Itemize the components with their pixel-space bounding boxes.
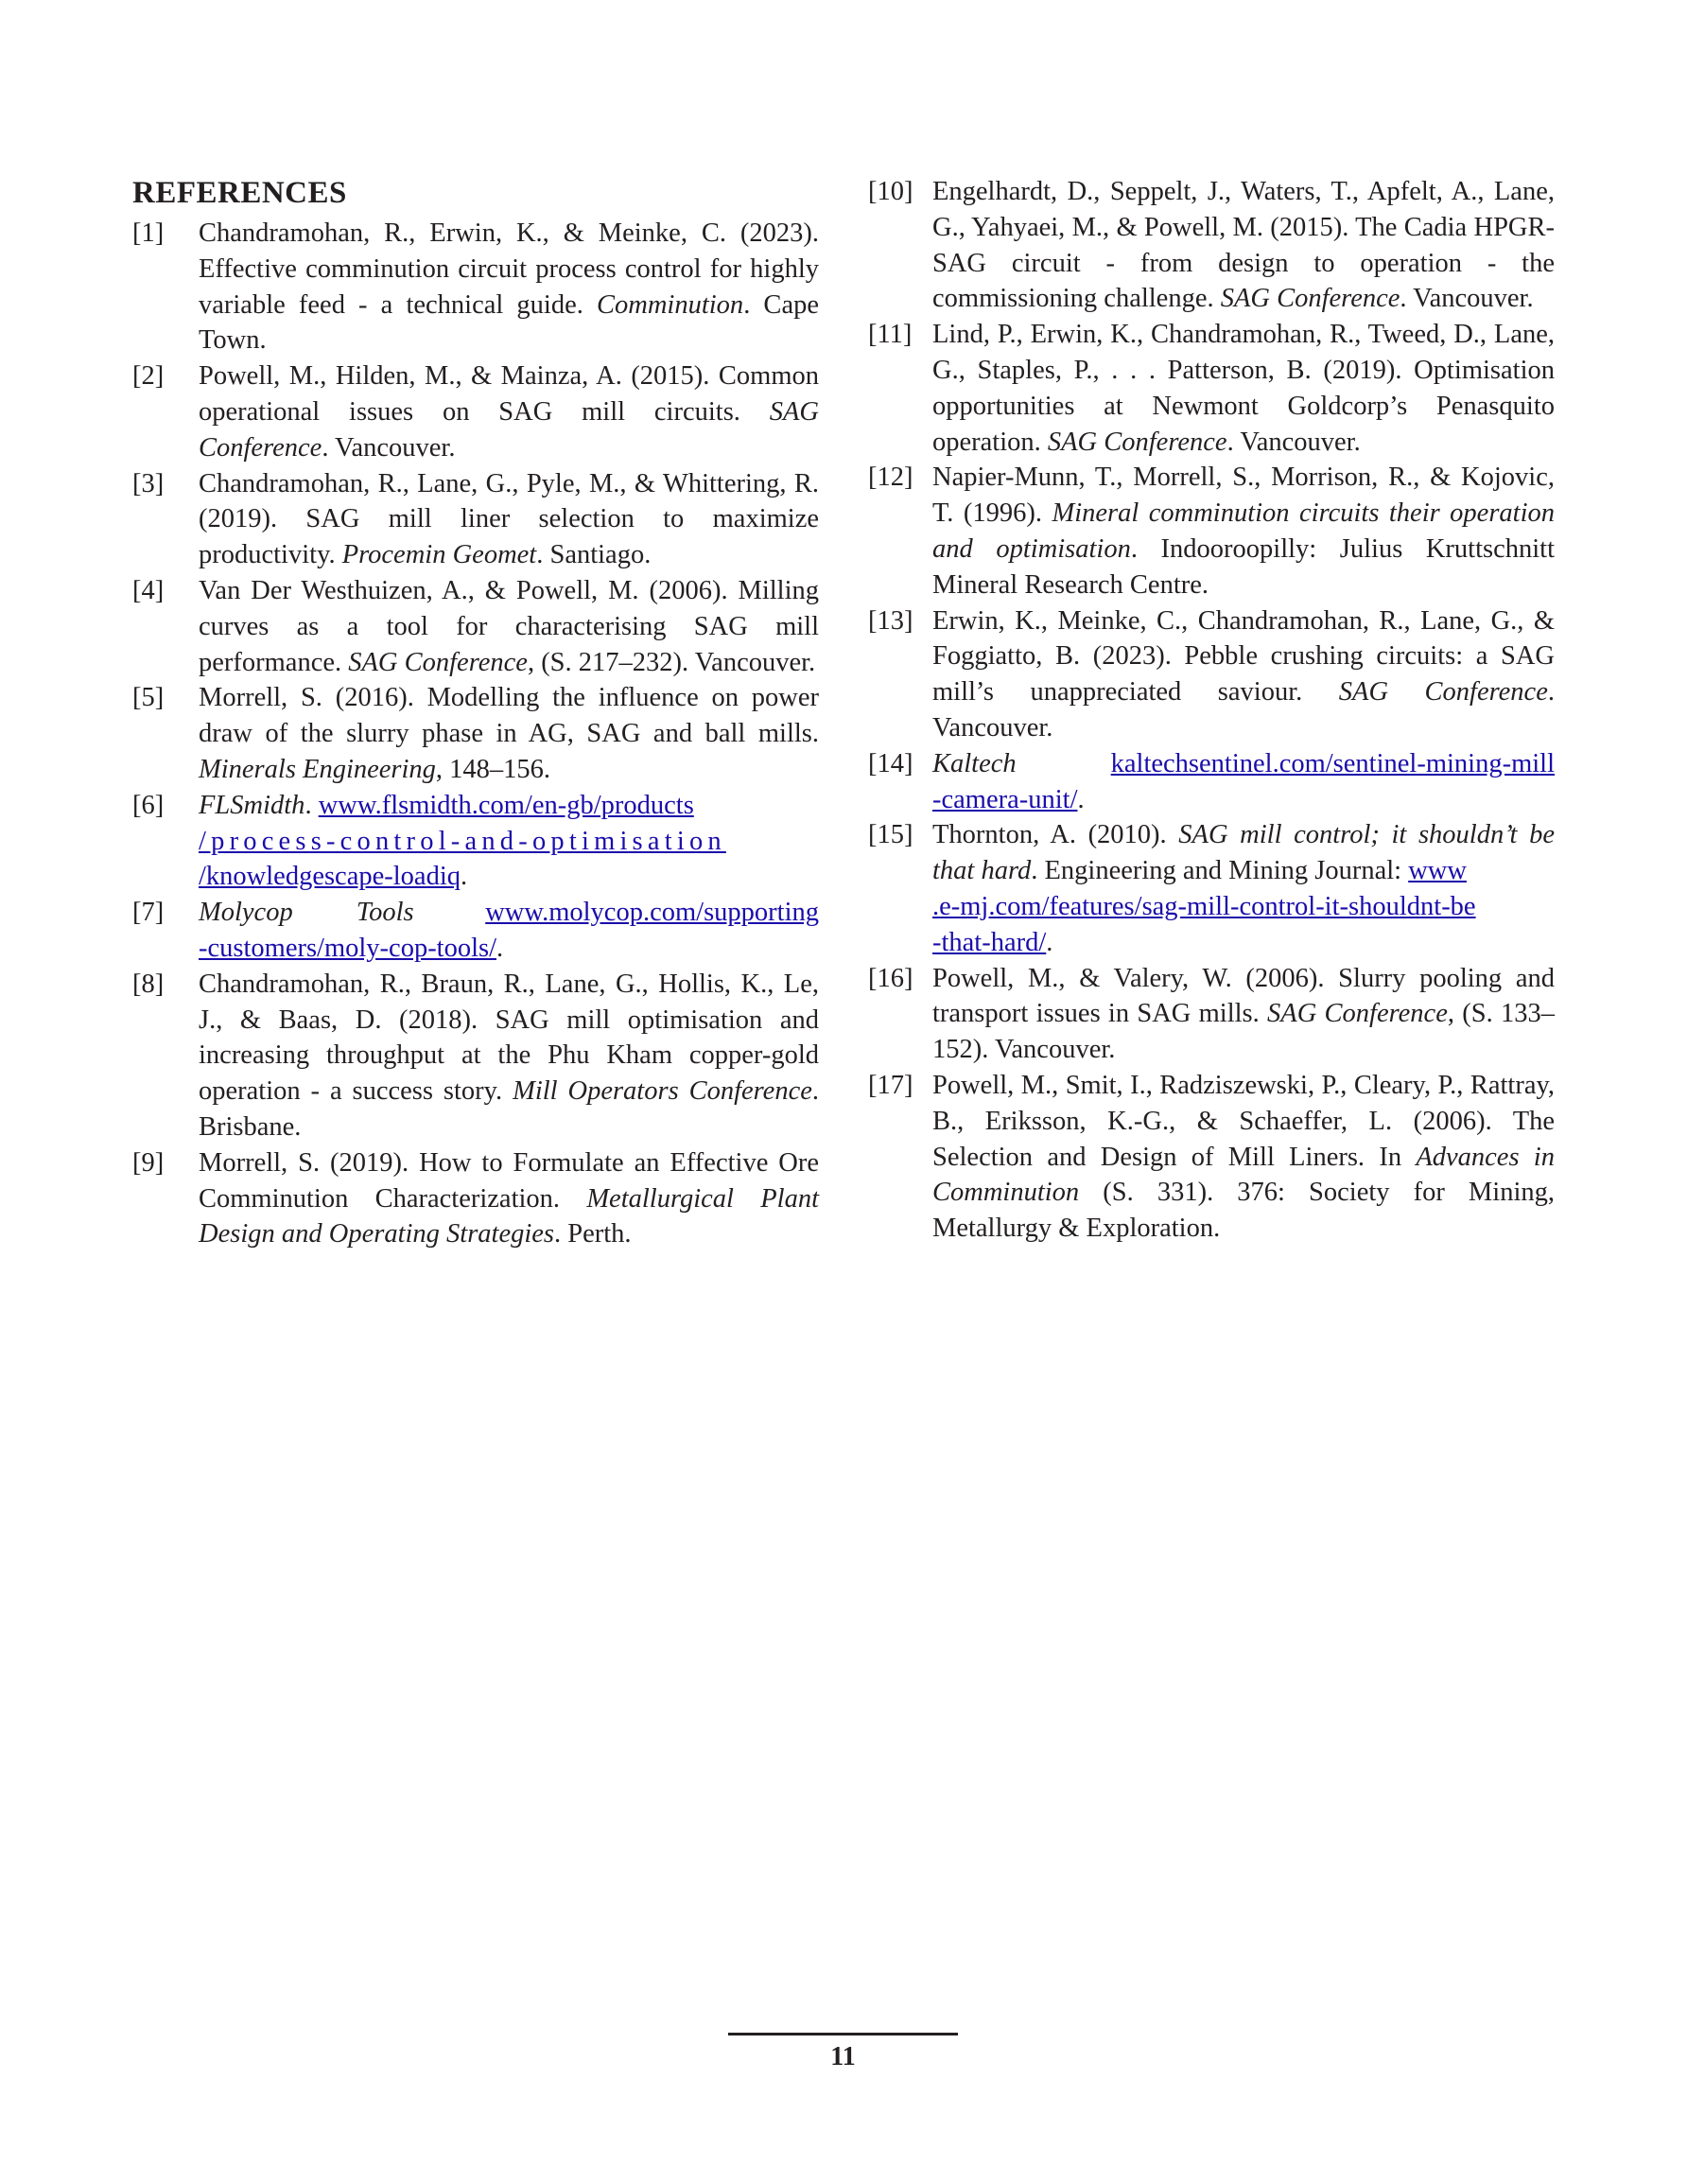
reference-body: Kaltech kaltechsentinel.com/sentinel-mining-mill -camera-unit/. (932, 746, 1555, 818)
reference-venue: Mineral comminution circuits their operation and optimisation (932, 498, 1556, 564)
reference-number: [1] (132, 218, 165, 248)
reference-body: Powell, M., & Valery, W. (2006). Slurry pooling and transport issues in SAG mills. SAG Conference, (S. 133–152). Vancouver. (932, 963, 1555, 1065)
reference-number: [10] (868, 177, 913, 206)
reference-link[interactable]: .e-mj.com/features/sag-mill-control-it-shouldnt-be (932, 891, 1476, 921)
reference-body: Engelhardt, D., Seppelt, J., Waters, T., Apfelt, A., Lane, G., Yahyaei, M., & Powell, M. (2015). The Cadia HPGR-SAG circuit - from design to operation - the commissioning challenge. SAG Conference. Vancouver. (932, 177, 1555, 314)
reference-venue: SAG Conference (1220, 284, 1400, 314)
reference-9 (132, 1145, 819, 1252)
reference-link[interactable]: -camera-unit/ (932, 784, 1078, 814)
reference-8 (132, 967, 819, 1145)
reference-venue: Minerals Engineering (199, 754, 436, 784)
reference-venue: Comminution (597, 289, 744, 320)
reference-2 (132, 358, 819, 465)
reference-body: Powell, M., Smit, I., Radziszewski, P., Cleary, P., Rattray, B., Eriksson, K.-G., & Schaeffer, L. (2006). The Selection and Design of Mill Liners. In Advances in Comminution (S. 331). 376: Society for Mining, Metallurgy & Exploration. (932, 1070, 1555, 1244)
left-column (132, 174, 819, 1252)
reference-body: Chandramohan, R., Lane, G., Pyle, M., & Whittering, R. (2019). SAG mill liner selection to maximize productivity. Procemin Geomet. Santiago. (199, 468, 819, 570)
section-title: REFERENCES (132, 176, 347, 210)
reference-venue: SAG Conference (1338, 677, 1548, 708)
reference-venue: SAG Conference (1267, 999, 1448, 1029)
reference-body: FLSmidth. www.flsmidth.com/en-gb/products /process-control-and-optimisation /knowledgescape-loadiq. (199, 790, 726, 892)
reference-6 (132, 788, 819, 895)
reference-link[interactable]: /process-control-and-optimisation (199, 826, 726, 856)
reference-body: Van Der Westhuizen, A., & Powell, M. (2006). Milling curves as a tool for characterising SAG mill performance. SAG Conference, (S. 217–232). Vancouver. (199, 575, 819, 677)
reference-link[interactable]: www.molycop.com/supporting (485, 898, 819, 928)
reference-10 (868, 174, 1555, 317)
reference-1 (132, 216, 819, 358)
reference-venue: SAG mill control; it shouldn’t be that hard (932, 820, 1555, 886)
reference-number: [8] (132, 969, 165, 999)
reference-number: [16] (868, 963, 913, 993)
reference-14 (868, 746, 1555, 818)
reference-12 (868, 460, 1555, 603)
reference-number: [7] (132, 898, 165, 928)
reference-venue: Advances in Comminution (932, 1142, 1555, 1208)
reference-link[interactable]: www (1408, 856, 1467, 886)
reference-venue: Mill Operators Conference (513, 1076, 812, 1107)
reference-4 (132, 573, 819, 680)
reference-body: Lind, P., Erwin, K., Chandramohan, R., Tweed, D., Lane, G., Staples, P., . . . Patterson, B. (2019). Optimisation opportunities at Newmont Goldcorp’s Penasquito operation. SAG Conference. Vancouver. (932, 320, 1555, 457)
reference-body: Chandramohan, R., Erwin, K., & Meinke, C. (2023). Effective comminution circuit process control for highly variable feed - a technical guide. Comminution. Cape Town. (199, 218, 819, 356)
reference-number: [3] (132, 468, 165, 498)
reference-venue: SAG Conference (348, 647, 528, 677)
reference-body: Molycop Tools www.molycop.com/supporting -customers/moly-cop-tools/. (199, 895, 819, 967)
reference-source: Kaltech (932, 748, 1017, 778)
page-number: 11 (830, 2042, 856, 2071)
reference-11 (868, 317, 1555, 460)
reference-venue: Metallurgical Plant Design and Operating Strategies (199, 1183, 819, 1249)
reference-number: [14] (868, 748, 913, 778)
reference-number: [6] (132, 790, 165, 820)
reference-body: Morrell, S. (2016). Modelling the influence on power draw of the slurry phase in AG, SAG and ball mills. Minerals Engineering, 148–156. (199, 683, 819, 784)
reference-number: [17] (868, 1070, 913, 1100)
right-column (868, 174, 1555, 1247)
reference-body: Powell, M., Hilden, M., & Mainza, A. (2015). Common operational issues on SAG mill circuits. SAG Conference. Vancouver. (199, 361, 819, 463)
reference-number: [11] (868, 320, 913, 350)
reference-number: [5] (132, 683, 165, 713)
reference-number: [13] (868, 605, 913, 636)
reference-venue: SAG Conference (199, 396, 819, 463)
reference-body: Thornton, A. (2010). SAG mill control; it shouldn’t be that hard. Engineering and Mining Journal: www .e-mj.com/features/sag-mill-control-it-shouldnt-be -that-hard/. (932, 820, 1555, 957)
reference-16 (868, 961, 1555, 1068)
reference-source: FLSmidth (199, 790, 305, 820)
reference-15 (868, 817, 1555, 960)
reference-7 (132, 895, 819, 967)
reference-number: [4] (132, 575, 165, 605)
reference-body: Napier-Munn, T., Morrell, S., Morrison, R., & Kojovic, T. (1996). Mineral comminution circuits their operation and optimisation. Indooroopilly: Julius Kruttschnitt Mineral Research Centre. (932, 463, 1556, 600)
reference-venue: Procemin Geomet (341, 540, 537, 570)
reference-link[interactable]: kaltechsentinel.com/sentinel-mining-mill (1110, 748, 1555, 778)
reference-3 (132, 466, 819, 573)
reference-body: Chandramohan, R., Braun, R., Lane, G., Hollis, K., Le, J., & Baas, D. (2018). SAG mill optimisation and increasing throughput at the Phu Kham copper-gold operation - a success story. Mill Operators Conference. Brisbane. (199, 969, 820, 1142)
reference-number: [15] (868, 820, 913, 850)
reference-body: Erwin, K., Meinke, C., Chandramohan, R., Lane, G., & Foggiatto, B. (2023). Pebble crushing circuits: a SAG mill’s unappreciated saviour. SAG Conference. Vancouver. (932, 605, 1555, 743)
reference-17 (868, 1068, 1555, 1247)
reference-link[interactable]: www.flsmidth.com/en-gb/products (318, 790, 694, 820)
reference-body: Morrell, S. (2019). How to Formulate an Effective Ore Comminution Characterization. Metallurgical Plant Design and Operating Strategies. Perth. (199, 1147, 819, 1249)
reference-5 (132, 680, 819, 787)
reference-link[interactable]: -that-hard/ (932, 927, 1047, 957)
reference-number: [9] (132, 1147, 165, 1178)
reference-source: Molycop Tools (199, 898, 414, 928)
footer-rule (728, 2033, 958, 2035)
reference-number: [12] (868, 463, 913, 493)
reference-13 (868, 603, 1555, 746)
reference-link[interactable]: /knowledgescape-loadiq (199, 862, 461, 892)
reference-venue: SAG Conference (1047, 427, 1227, 457)
reference-number: [2] (132, 361, 165, 392)
reference-link[interactable]: -customers/moly-cop-tools/ (199, 933, 497, 963)
